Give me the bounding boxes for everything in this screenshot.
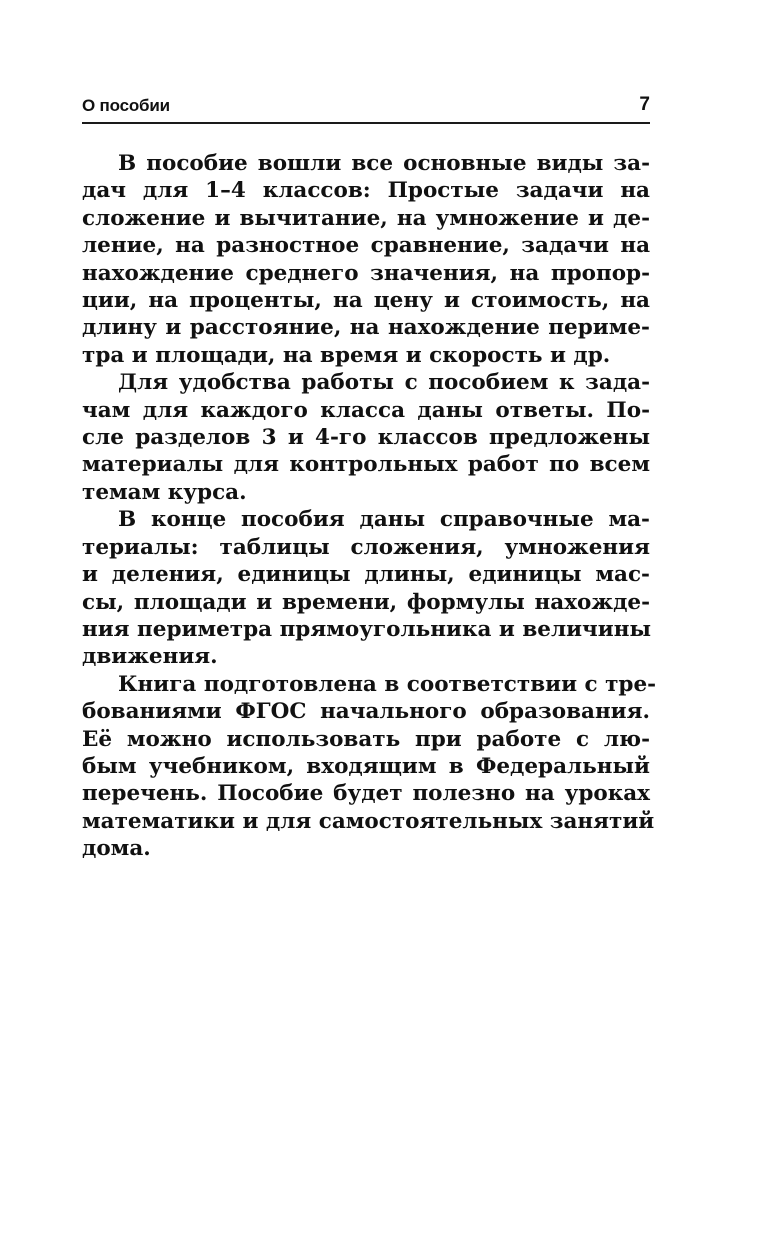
section-title: О пособии	[82, 96, 170, 115]
text-line: Книга подготовлена в соответствии с тре-	[118, 671, 657, 697]
text-line: В конце пособия даны справочные ма-	[118, 507, 650, 533]
text-line: сы, площади и времени, формулы нахожде-	[82, 589, 650, 615]
paragraph-contents-overview	[82, 150, 650, 369]
text-line: нахождение среднего значения, на пропор-	[82, 260, 650, 286]
text-line: математики и для самостоятельных занятий	[82, 808, 655, 834]
text-line: перечень. Пособие будет полезно на уроках	[82, 781, 650, 807]
text-line: длину и расстояние, на нахождение периме-	[82, 315, 650, 341]
text-line: материалы для контрольных работ по всем	[82, 452, 650, 478]
text-line: ния периметра прямоугольника и величины	[82, 616, 652, 642]
running-head	[82, 92, 650, 124]
text-line: сле разделов 3 и 4-го классов предложены	[82, 425, 650, 451]
page-number: 7	[639, 94, 650, 115]
text-line: тра и площади, на время и скорость и др.	[82, 342, 611, 368]
text-line: дач для 1–4 классов: Простые задачи на	[82, 178, 650, 204]
text-line: териалы: таблицы сложения, умножения	[82, 534, 650, 560]
text-line: чам для каждого класса даны ответы. По-	[82, 397, 650, 423]
text-line: ление, на разностное сравнение, задачи на	[82, 233, 650, 259]
text-line: темам курса.	[82, 479, 247, 505]
text-line: и деления, единицы длины, единицы мас-	[82, 562, 650, 588]
text-line: движения.	[82, 644, 218, 670]
body-text	[82, 150, 657, 863]
text-line: дома.	[82, 836, 151, 862]
paragraph-answers	[82, 369, 650, 506]
paragraph-reference-materials	[82, 506, 650, 670]
paragraph-standards	[82, 671, 657, 863]
text-line: Её можно использовать при работе с лю-	[82, 726, 650, 752]
text-line: В пособие вошли все основные виды за-	[118, 151, 650, 176]
text-line: сложение и вычитание, на умножение и де-	[82, 205, 650, 231]
text-line: ции, на проценты, на цену и стоимость, на	[82, 288, 650, 314]
text-line: бым учебником, входящим в Федеральный	[82, 753, 650, 779]
text-line: бованиями ФГОС начального образования.	[82, 699, 650, 725]
text-line: Для удобства работы с пособием к зада-	[118, 370, 650, 396]
